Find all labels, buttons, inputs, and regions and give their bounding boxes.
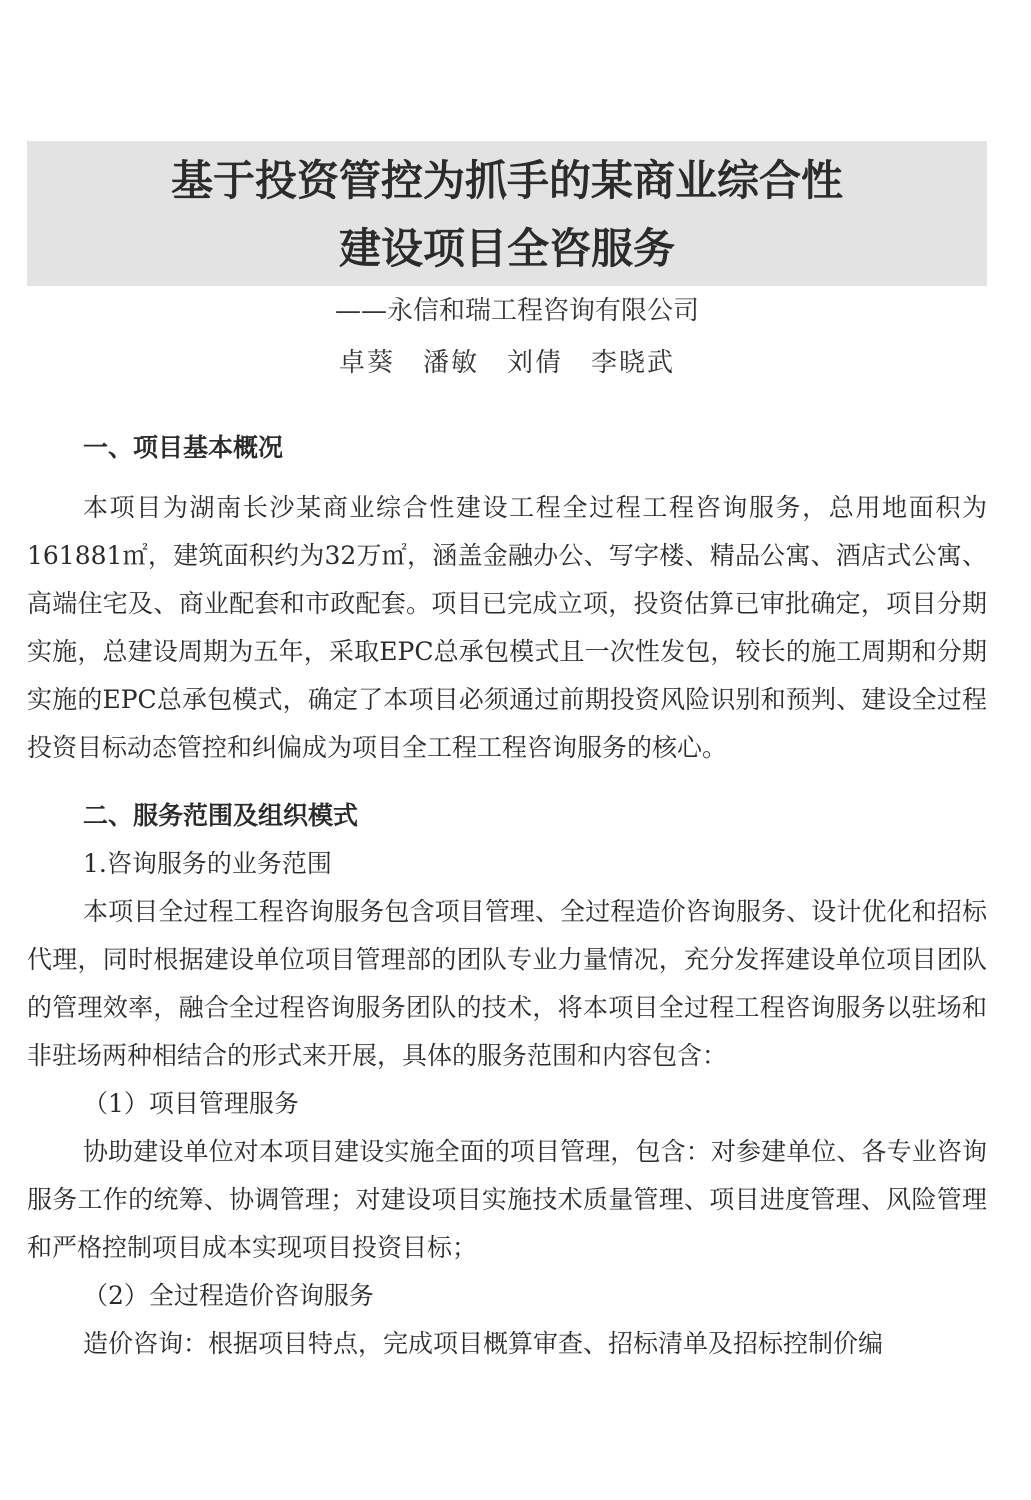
company-byline: ——永信和瑞工程咨询有限公司 [334,296,699,326]
article-body [27,424,987,1368]
paragraph: 造价咨询：根据项目特点，完成项目概算审查、招标清单及招标控制价编 [83,1329,884,1358]
subsection-heading: 1.咨询服务的业务范围 [83,849,332,878]
author-name: 刘倩 [507,348,564,378]
author-name: 卓葵 [338,348,395,378]
author-name: 潘敏 [422,348,479,378]
author-list [27,346,987,380]
article-title-line-1: 基于投资管控为抓手的某商业综合性 [170,156,843,205]
paragraph: 本项目全过程工程咨询服务包含项目管理、全过程造价咨询服务、设计优化和招标代理，同时根据建设单位项目管理部的团队专业力量情况，充分发挥建设单位项目团队的管理效率，融合全过程咨询服务团队的技术，将本项目全过程工程咨询服务以驻场和非驻场两种相结合的形式来开展，具体的服务范围和内容包含： [27,897,987,1070]
paragraph: 协助建设单位对本项目建设实施全面的项目管理，包含：对参建单位、各专业咨询服务工作的统筹、协调管理；对建设项目实施技术质量管理、项目进度管理、风险管理和严格控制项目成本实现项目投资目标； [27,1137,987,1262]
author-name: 李晓武 [591,348,676,378]
section-heading: 一、项目基本概况 [83,433,284,462]
list-item-title: （1）项目管理服务 [83,1089,299,1118]
list-item-title: （2）全过程造价咨询服务 [83,1281,374,1310]
section-heading: 二、服务范围及组织模式 [83,801,359,830]
article-title-line-2: 建设项目全咨服务 [338,224,675,273]
paragraph: 本项目为湖南长沙某商业综合性建设工程全过程工程咨询服务，总用地面积为161881㎡，建筑面积约为32万㎡，涵盖金融办公、写字楼、精品公寓、酒店式公寓、高端住宅及、商业配套和市政配套。项目已完成立项，投资估算已审批确定，项目分期实施，总建设周期为五年，采取EPC总承包模式且一次性发包，较长的施工周期和分期实施的EPC总承包模式，确定了本项目必须通过前期投资风险识别和预判、建设全过程投资目标动态管控和纠偏成为项目全工程工程咨询服务的核心。 [27,493,987,762]
